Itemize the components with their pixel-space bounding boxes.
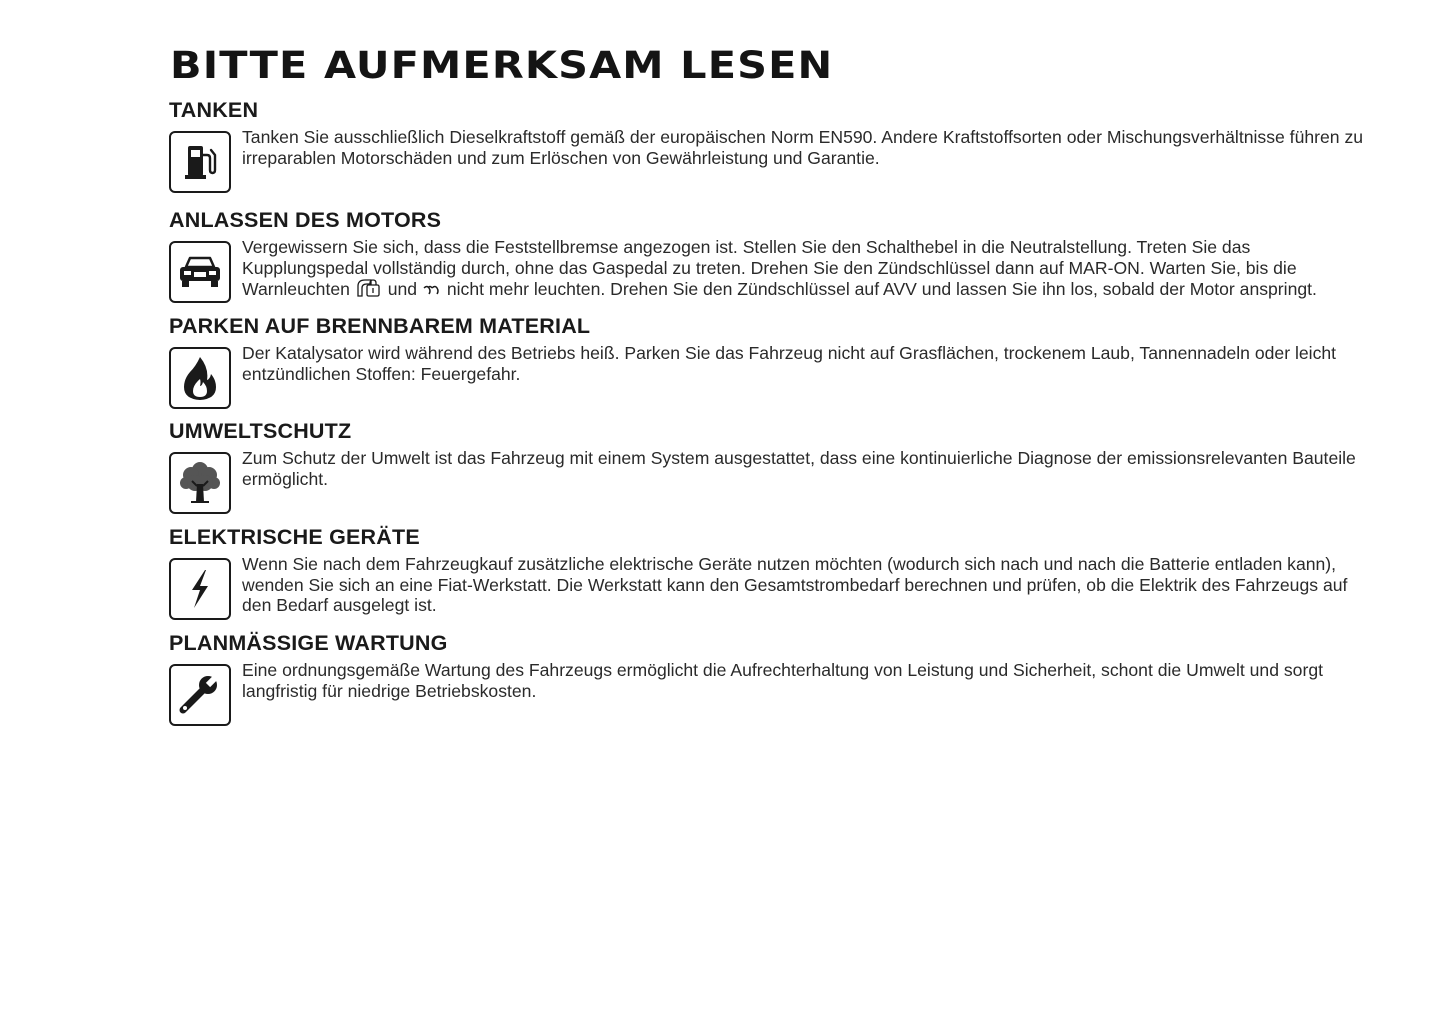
flame-icon [169,347,231,409]
section-parken [169,313,1369,388]
glow-plug-icon [422,282,442,303]
tree-icon [169,452,231,514]
section-elektrische-geraete [169,524,1369,620]
section-text: Wenn Sie nach dem Fahrzeugkauf zusätzliche elektrische Geräte nutzen möchten (wodurch sich nach und nach die Batterie entladen kann), wenden Sie sich an eine Fiat-Werkstatt. Die Werkstatt kann den Gesamtstrombedarf berechnen und prüfen, ob die Elektrik des Fahrzeugs auf den Bedarf ausgelegt ist. [242,554,1348,616]
section-heading: UMWELTSCHUTZ [169,419,352,443]
section-text: Zum Schutz der Umwelt ist das Fahrzeug mit einem System ausgestattet, dass eine kontinuierliche Diagnose der emissionsrelevanten Bauteile ermöglicht. [242,448,1356,489]
section-heading: ANLASSEN DES MOTORS [169,208,442,232]
section-text-part: Vergewissern Sie sich, dass die Feststellbremse angezogen ist. Stellen Sie den Schalthebel in die Neutralstellung. Treten Sie das Kupplungspedal vollständig durch, ohne das Gaspedal zu treten. Drehen Sie den Zündschlüssel dann auf MAR-ON. Warten Sie, bis die Warnleuchten [242,237,1297,300]
section-tanken [169,97,1369,172]
section-heading: PARKEN AUF BRENNBAREM MATERIAL [169,314,591,338]
section-heading: ELEKTRISCHE GERÄTE [169,525,420,549]
wrench-icon [169,664,231,726]
section-text [242,237,1369,303]
page-title: BITTE AUFMERKSAM LESEN [170,44,834,87]
car-icon [169,241,231,303]
immobilizer-warning-icon [355,278,383,303]
section-heading: TANKEN [169,98,259,122]
section-text-part: und [387,279,418,300]
section-planmaessige-wartung [169,630,1369,705]
section-text: Tanken Sie ausschließlich Dieselkraftstoff gemäß der europäischen Norm EN590. Andere Kraftstoffsorten oder Mischungsverhältnisse führen zu irreparablen Motorschäden und zum Erlöschen von Gewährleistung und Garantie. [242,127,1364,168]
fuel-pump-icon [169,131,231,193]
lightning-icon [169,558,231,620]
section-umweltschutz [169,418,1369,493]
section-anlassen [169,207,1369,307]
section-text: Der Katalysator wird während des Betriebs heiß. Parken Sie das Fahrzeug nicht auf Grasflächen, trockenem Laub, Tannennadeln oder leicht entzündlichen Stoffen: Feuergefahr. [242,343,1337,384]
section-text-part: nicht mehr leuchten. Drehen Sie den Zündschlüssel auf AVV und lassen Sie ihn los, sobald der Motor anspringt. [446,279,1317,300]
section-text: Eine ordnungsgemäße Wartung des Fahrzeugs ermöglicht die Aufrechterhaltung von Leistung und Sicherheit, schont die Umwelt und sorgt langfristig für niedrige Betriebskosten. [242,660,1324,701]
section-heading: PLANMÄSSIGE WARTUNG [169,631,448,655]
